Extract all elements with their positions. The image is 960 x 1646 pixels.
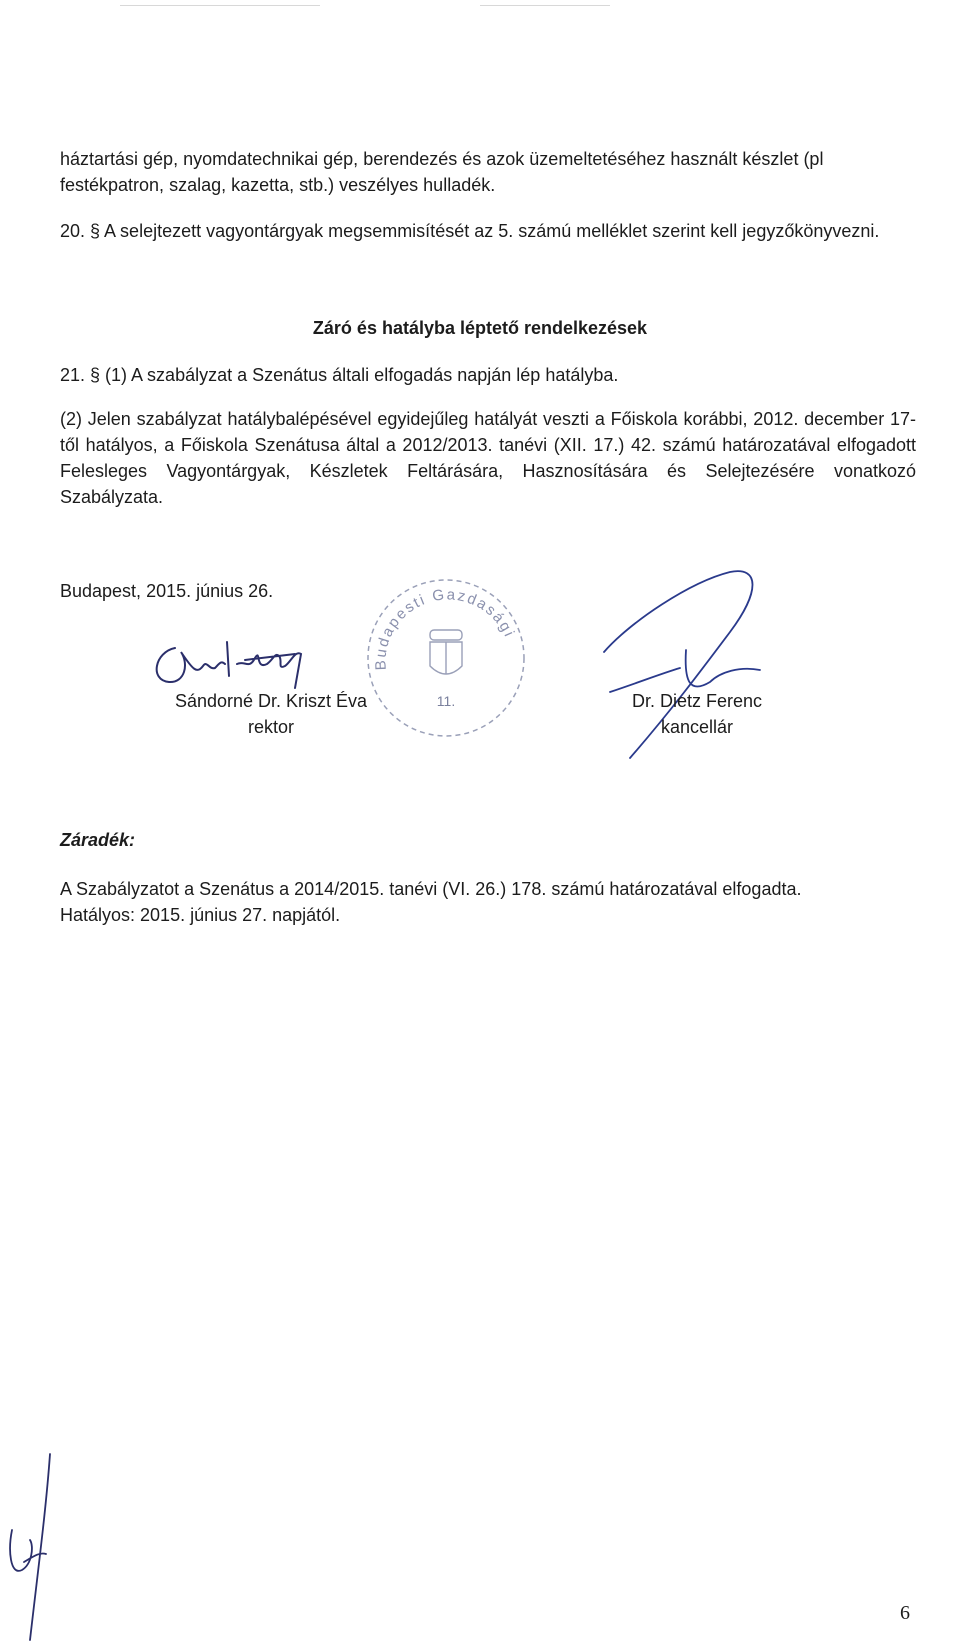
paragraph-21-1: 21. § (1) A szabályzat a Szenátus általi elfogadás napján lép hatályba. — [60, 365, 619, 385]
place-date: Budapest, 2015. június 26. — [60, 581, 274, 601]
left-signatory-name: Sándorné Dr. Kriszt Éva — [174, 691, 368, 711]
paragraph-20: 20. § A selejtezett vagyontárgyak megsemmisítését az 5. számú melléklet szerint kell jegyzőkönyvezni. — [60, 221, 880, 241]
clause-heading: Záradék: — [60, 830, 136, 850]
official-stamp — [362, 574, 530, 742]
left-signatory-title: rektor — [247, 717, 294, 737]
clause-line-2: Hatályos: 2015. június 27. napjától. — [60, 905, 341, 925]
paragraph-21-2: (2) Jelen szabályzat hatálybalépésével egyidejűleg hatályát veszti a Főiskola korábbi, 2012. december 17-től hatályos, a Főiskola Szenátusa által a 2012/2013. tanévi (XII. 17.) 42. számú határozatával elfogadott Felesleges Vagyontárgyak, Készletek Feltárására, Hasznosítására és Selejtezésére vonatkozó Szabályzata. — [60, 409, 916, 507]
stamp-number: 11. — [436, 693, 456, 709]
paragraph-19-continuation: háztartási gép, nyomdatechnikai gép, berendezés és azok üzemeltetéséhez használt készlet (pl festékpatron, szalag, kazetta, stb.) veszélyes hulladék. — [60, 149, 824, 195]
scan-artifact-line — [480, 5, 610, 6]
page-number: 6 — [900, 1602, 910, 1624]
rector-signature — [145, 630, 320, 690]
scan-artifact-line — [120, 5, 320, 6]
coat-of-arms-icon — [430, 630, 462, 674]
left-signatory-block — [156, 688, 386, 740]
section-title: Záró és hatályba léptető rendelkezések — [312, 318, 648, 338]
stamp-circular-text: Budapesti Gazdasági — [372, 586, 519, 671]
right-signatory-name: Dr. Dietz Ferenc — [631, 691, 763, 711]
right-signatory-block — [612, 688, 782, 740]
initials-mark — [0, 1450, 70, 1646]
clause-line-1-text: A Szabályzatot a Szenátus a 2014/2015. tanévi (VI. 26.) 178. számú határozatával elfogadta. — [60, 879, 802, 899]
right-signatory-title: kancellár — [660, 717, 734, 737]
